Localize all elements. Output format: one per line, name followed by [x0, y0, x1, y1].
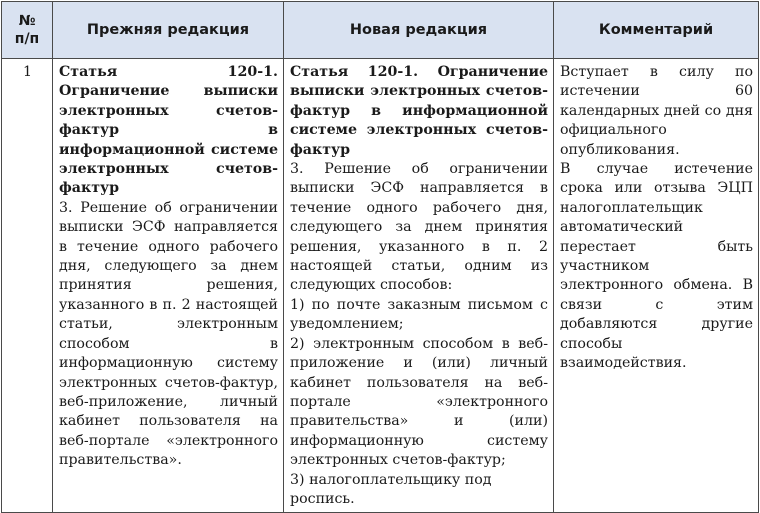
old-article-body: 3. Решение об ограничении выписки ЭСФ направляется в течение одного рабочего дня, следующего за днем принятия решения, указанного в п. 2 настоящей статьи, электронным способом в информационную систему электронных счетов-фактур, веб-приложение, личный кабинет пользователя на веб-портале «электронного правительства». [59, 199, 278, 469]
header-new-edition: Новая редакция [284, 2, 554, 59]
header-number [2, 2, 53, 59]
old-edition-cell [53, 59, 284, 513]
new-article-item-1: 1) по почте заказным письмом с уведомлением; [290, 296, 548, 333]
table-row [2, 59, 759, 513]
new-article-body: 3. Решение об ограничении выписки ЭСФ направляется в течение одного рабочего дня, следующего за днем принятия решения, указанного в п. 2 настоящей статьи, одним из следующих способов: [290, 161, 548, 294]
table-header-row [2, 2, 759, 59]
comment-paragraph-1: Вступает в силу по истечении 60 календарных дней со дня официального опубликования. [560, 64, 753, 158]
header-old-edition: Прежняя редакция [53, 2, 284, 59]
new-article-item-3: 3) налогоплательщику под роспись. [290, 471, 492, 507]
comment-cell [554, 59, 759, 513]
new-article-item-2: 2) электронным способом в веб-приложение и (или) личный кабинет пользователя на веб-портале «электронного правительства» и (или) информационную систему электронных счетов-фактур; [290, 335, 548, 469]
comparison-table [1, 1, 759, 513]
new-article-heading: Статья 120-1. Ограничение выписки электронных счетов-фактур в информационной системе электронных счетов-фактур [290, 64, 548, 158]
header-number-label: № п/п [14, 13, 40, 47]
header-comment: Комментарий [554, 2, 759, 59]
new-edition-cell [284, 59, 554, 513]
comment-paragraph-2: В случае истечение срока или отзыва ЭЦП налогоплательщик автоматический перестает быть участником электронного обмена. В связи с этим добавляются другие способы взаимодействия. [560, 161, 753, 372]
row-number: 1 [2, 59, 53, 513]
old-article-heading: Статья 120-1. Ограничение выписки электронных счетов-фактур в информационной системе электронных счетов-фактур [59, 64, 278, 197]
